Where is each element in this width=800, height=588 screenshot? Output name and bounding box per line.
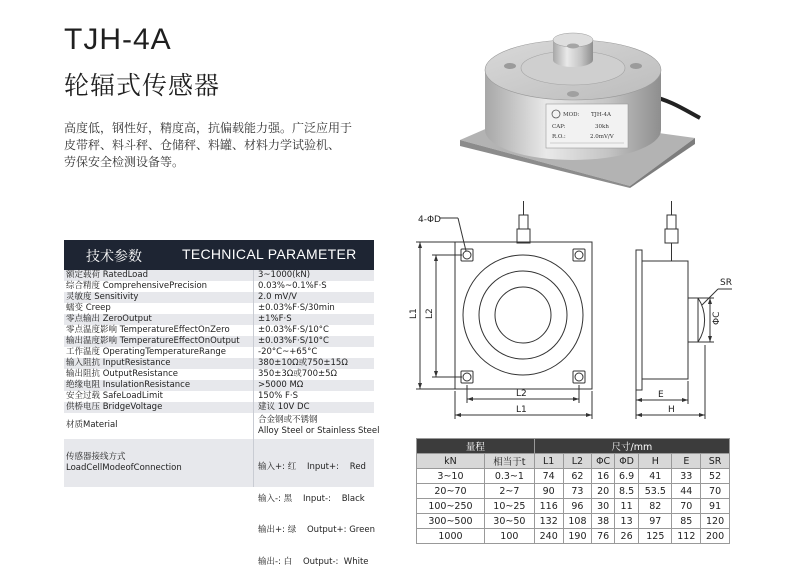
- param-value: -20°C~+65°C: [258, 347, 318, 357]
- table-row: [64, 380, 374, 391]
- table-cell: 6.9: [615, 469, 639, 484]
- table-column-headers: [417, 454, 730, 469]
- table-row: [417, 499, 730, 514]
- material-value-en: Alloy Steel or Stainless Steel: [258, 426, 380, 436]
- table-cell: 1000: [417, 529, 485, 544]
- table-row: [64, 391, 374, 402]
- param-label: 零点输出 ZeroOutput: [64, 314, 254, 325]
- table-cell: 240: [534, 529, 563, 544]
- param-value: 建议 10V DC: [258, 402, 310, 412]
- column-header: 相当于t: [484, 454, 534, 469]
- table-cell: 16: [592, 469, 615, 484]
- param-label: 综合精度 ComprehensivePrecision: [64, 281, 254, 292]
- param-label: 输出温度影响 TemperatureEffectOnOutput: [64, 336, 254, 347]
- table-cell: 116: [534, 499, 563, 514]
- H-label: H: [668, 405, 675, 415]
- body-outer-circle: [463, 255, 583, 375]
- param-label: 零点温度影响 TemperatureEffectOnZero: [64, 325, 254, 336]
- param-value: ±0.03%F·S/10°C: [258, 336, 329, 346]
- tech-parameter-header: [64, 240, 374, 270]
- table-row: [64, 281, 374, 292]
- wiring-value: [254, 439, 375, 567]
- table-row: [64, 303, 374, 314]
- body-inner-circle: [479, 271, 567, 359]
- description-line: 高度低，钢性好，精度高，抗偏载能力强。广泛应用于: [64, 121, 353, 135]
- product-model-title: TJH-4A: [64, 23, 172, 56]
- column-header: L1: [534, 454, 563, 469]
- table-cell: 100: [484, 529, 534, 544]
- table-row: [417, 529, 730, 544]
- table-row: [64, 336, 374, 347]
- E-label: E: [658, 390, 664, 400]
- table-cell: 30: [592, 499, 615, 514]
- column-header: H: [639, 454, 672, 469]
- L1-label-vertical: L1: [409, 308, 419, 319]
- table-cell: 200: [701, 529, 730, 544]
- size-group-header: 尺寸/mm: [534, 439, 729, 454]
- table-cell: 0.3~1: [484, 469, 534, 484]
- table-cell: 13: [615, 514, 639, 529]
- table-cell: 20~70: [417, 484, 485, 499]
- column-header: SR: [701, 454, 730, 469]
- table-row: [417, 514, 730, 529]
- param-label: 安全过载 SafeLoadLimit: [64, 391, 254, 402]
- param-label: 供桥电压 BridgeVoltage: [64, 402, 254, 413]
- table-cell: 190: [563, 529, 592, 544]
- photo-label-mod-value: TJH-4A: [591, 112, 611, 118]
- table-cell: 70: [672, 499, 701, 514]
- table-cell: 82: [639, 499, 672, 514]
- table-cell: 120: [701, 514, 730, 529]
- param-value: ±0.03%F·S/30min: [258, 303, 335, 313]
- wiring-label-en: LoadCellModeofConnection: [66, 462, 182, 473]
- tech-parameter-table: [64, 270, 380, 567]
- table-group-header: [417, 439, 730, 454]
- table-cell: 97: [639, 514, 672, 529]
- table-cell: 108: [563, 514, 592, 529]
- table-cell: 96: [563, 499, 592, 514]
- table-cell: 73: [563, 484, 592, 499]
- wiring-line: 输入+: 红 Input+: Red: [258, 462, 366, 472]
- table-cell: 10~25: [484, 499, 534, 514]
- description-line: 皮带秤、料斗秤、仓储秤、料罐、材料力学试验机、: [64, 138, 341, 152]
- table-row-wiring: [64, 439, 375, 567]
- product-name-zh: 轮辐式传感器: [64, 71, 221, 100]
- L2-label-horizontal: L2: [516, 389, 527, 399]
- wiring-label-zh: 传感器接线方式: [66, 452, 126, 462]
- column-header: E: [672, 454, 701, 469]
- table-row: [417, 484, 730, 499]
- param-value: ±1%F·S: [258, 314, 292, 324]
- param-value: 150% F·S: [258, 391, 298, 401]
- table-cell: 85: [672, 514, 701, 529]
- wiring-line: 输出-: 白 Output-: White: [258, 556, 369, 567]
- table-cell: 41: [639, 469, 672, 484]
- description-line: 劳保安全检测设备等。: [64, 155, 185, 169]
- table-row: [64, 347, 374, 358]
- param-label: 蠕变 Creep: [64, 303, 254, 314]
- product-description: [64, 120, 394, 171]
- table-cell: 52: [701, 469, 730, 484]
- column-header: ΦD: [615, 454, 639, 469]
- photo-label-mod: MOD:: [563, 112, 580, 118]
- table-cell: 26: [615, 529, 639, 544]
- material-label: 材质Material: [64, 413, 254, 439]
- param-value: 350±3Ω或700±5Ω: [258, 369, 337, 379]
- wiring-label: [64, 439, 254, 487]
- param-label: 输入阻抗 InputResistance: [64, 358, 254, 369]
- param-value: >5000 MΩ: [258, 380, 304, 390]
- param-label: 灵敏度 Sensitivity: [64, 292, 254, 303]
- load-cell-photo: [450, 18, 700, 188]
- param-value: 0.03%~0.1%F·S: [258, 281, 327, 291]
- table-cell: 132: [534, 514, 563, 529]
- table-cell: 90: [534, 484, 563, 499]
- table-cell: 53.5: [639, 484, 672, 499]
- table-cell: 70: [701, 484, 730, 499]
- base-plate-outline: [455, 242, 592, 389]
- wiring-line: 输入-: 黑 Input-: Black: [258, 493, 365, 504]
- table-cell: 44: [672, 484, 701, 499]
- param-value: 3~1000(kN): [258, 270, 311, 280]
- table-row: [417, 469, 730, 484]
- column-header: ΦC: [592, 454, 615, 469]
- boss-circle: [495, 287, 551, 343]
- table-cell: 38: [592, 514, 615, 529]
- table-cell: 125: [639, 529, 672, 544]
- table-row: [64, 358, 374, 369]
- table-row: [64, 270, 374, 281]
- table-cell: 11: [615, 499, 639, 514]
- column-header: kN: [417, 454, 485, 469]
- range-group-header: 量程: [417, 439, 535, 454]
- table-row: [64, 292, 374, 303]
- dimension-table: [416, 438, 730, 544]
- param-label: 工作温度 OperatingTemperatureRange: [64, 347, 254, 358]
- L1-label-horizontal: L1: [516, 405, 527, 415]
- param-label: 输出阻抗 OutputResistance: [64, 369, 254, 380]
- table-cell: 76: [592, 529, 615, 544]
- table-cell: 100~250: [417, 499, 485, 514]
- table-cell: 20: [592, 484, 615, 499]
- photo-label-ro-value: 2.0mV/V: [590, 134, 614, 140]
- table-cell: 300~500: [417, 514, 485, 529]
- dimension-drawing: [400, 195, 800, 425]
- photo-label-ro: R.O.:: [552, 134, 566, 140]
- material-value-zh: 合金钢或不锈钢: [258, 415, 318, 425]
- table-cell: 2~7: [484, 484, 534, 499]
- table-cell: 3~10: [417, 469, 485, 484]
- table-cell: 33: [672, 469, 701, 484]
- param-value: ±0.03%F·S/10°C: [258, 325, 329, 335]
- param-label: 绝缘电阻 InsulationResistance: [64, 380, 254, 391]
- wiring-line: 输出+: 绿 Output+: Green: [258, 525, 375, 535]
- holes-label: 4-ΦD: [418, 215, 441, 225]
- SR-label: SR: [720, 278, 732, 288]
- table-row: [64, 314, 374, 325]
- table-cell: 74: [534, 469, 563, 484]
- tech-title-en: TECHNICAL PARAMETER: [182, 246, 357, 262]
- table-cell: 8.5: [615, 484, 639, 499]
- table-cell: 62: [563, 469, 592, 484]
- param-value: 380±10Ω或750±15Ω: [258, 358, 348, 368]
- table-cell: 112: [672, 529, 701, 544]
- material-value: [254, 413, 380, 439]
- PhiC-label: ΦC: [712, 311, 722, 325]
- table-cell: 30~50: [484, 514, 534, 529]
- photo-label-cap-value: 30kh: [595, 124, 609, 130]
- table-row-material: [64, 413, 380, 439]
- param-label: 额定载荷 RatedLoad: [64, 270, 254, 281]
- table-row: [64, 402, 374, 413]
- tech-title-zh: 技术参数: [86, 249, 142, 265]
- column-header: L2: [563, 454, 592, 469]
- param-value: 2.0 mV/V: [258, 292, 297, 302]
- table-cell: 91: [701, 499, 730, 514]
- table-row: [64, 325, 374, 336]
- photo-label-cap: CAP:: [552, 124, 566, 130]
- table-row: [64, 369, 374, 380]
- L2-label-vertical: L2: [425, 308, 435, 319]
